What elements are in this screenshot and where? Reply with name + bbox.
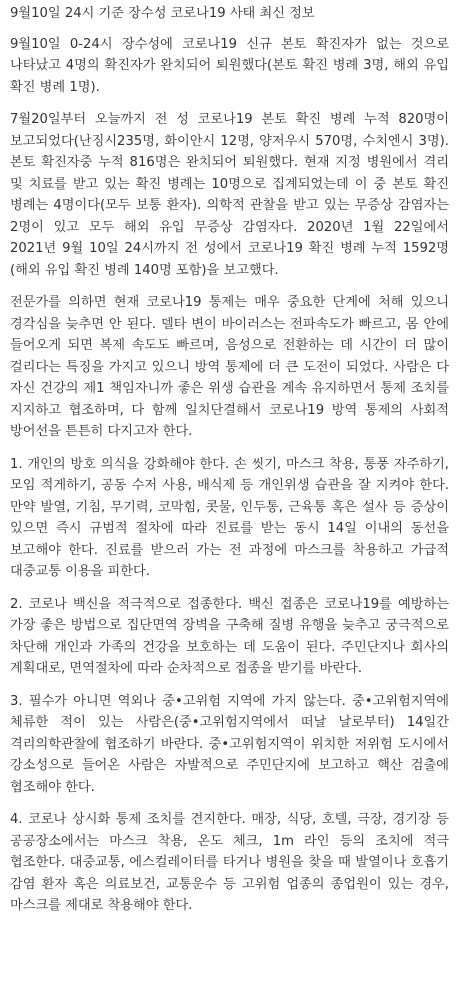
- paragraph-expert-advice: 전문가를 의하면 현재 코로나19 통제는 매우 중요한 단계에 처해 있으니 경각심을 늦추면 안 된다. 델타 변이 바이러스는 전파속도가 빠르고, 몸 안에 들어오게 되면 복제 속도도 빠르며, 음성으로 전환하는 데 시간이 더 많이 걸리다는 특징을 가지고 있으니 방역 통제에 더 큰 도전이 되었다. 사람은 다 자신 건강의 제1 책임자니까 좋은 위생 습관을 계속 유지하면서 통제 조치를 지지하고 협조하며, 다 함께 일치단결해서 코로나19 방역 통제의 사회적 방어선을 튼튼히 다지고자 한다.: [10, 295, 449, 439]
- paragraph-cumulative-cases: 7월20일부터 오늘까지 전 성 코로나19 본토 확진 병례 누적 820명이 보고되었다(난징시235명, 화이안시 12명, 양저우시 570명, 수치엔시 3명). 본토 확진자중 누적 816명은 완치되어 퇴원했다. 현재 지정 병원에서 격리 및 치료를 받고 있는 확진 병례는 10명으로 집계되었는데 이 중 본토 확진 병례는 4명이다(모두 보통 환자). 의학적 관찰을 받고 있는 무증상 감염자는 2명이 있고 모두 해외 유입 무증상 감염자다. 2020년 1월 22일에서 2021년 9월 10일 24시까지 전 성에서 코로나19 확진 병례 누적 1592명(해외 유입 확진 병례 140명 포함)을 보고했다.: [10, 112, 449, 278]
- list-item-personal-protection: 1. 개인의 방호 의식을 강화해야 한다. 손 씻기, 마스크 착용, 통풍 자주하기, 모임 적게하기, 공동 수저 사용, 배식제 등 개인위생 습관을 잘 지켜야 한다. 만약 발열, 기침, 무기력, 코막힘, 콧물, 인두통, 근육통 혹은 설사 등 증상이 있으면 즉시 규범적 절차에 따라 진료를 받는 동시 14일 이내의 동선을 보고해야 한다. 진료를 받으러 가는 전 과정에 마스크를 착용하고 가급적 대중교통 이용을 피한다.: [10, 456, 449, 579]
- list-item-vaccination: 2. 코로나 백신을 적극적으로 접종한다. 백신 접종은 코로나19를 예방하는 가장 좋은 방법으로 집단면역 장벽을 구축해 질병 유행을 늦추고 궁극적으로 차단해 개인과 가족의 건강을 보호하는 데 도움이 된다. 주민단지나 회사의 계획대로, 면역절차에 따라 순차적으로 접종을 받기를 바란다.: [10, 596, 449, 676]
- article-title: 9월10일 24시 기준 장수성 코로나19 사태 최신 정보: [10, 6, 315, 21]
- paragraph-new-cases: 9월10일 0-24시 장수성에 코로나19 신규 본토 확진자가 없는 것으로 나타났고 4명의 확진자가 완치되어 퇴원했다(본토 확진 병례 3명, 해외 유입 확진 병례 1명).: [10, 36, 449, 95]
- list-item-travel-restriction: 3. 필수가 아니면 역외나 중•고위험 지역에 가지 않는다. 중•고위험지역에 체류한 적이 있는 사람은(중•고위험지역에서 떠날 날로부터) 14일간 격리의학관찰에 협조하기 바란다. 중•고위험지역이 위치한 저위험 도시에서 강소성으로 들어온 사람은 자발적으로 주민단지에 보고하고 핵산 검출에 협조해야 한다.: [10, 693, 449, 795]
- list-item-routine-measures: 4. 코로나 상시화 통제 조치를 견지한다. 매장, 식당, 호텔, 극장, 경기장 등 공공장소에서는 마스크 착용, 온도 체크, 1m 라인 등의 조치에 적극 협조한다. 대중교통, 에스컬레이터를 타거나 병원을 찾을 때 발열이나 호흡기 감염 환자 혹은 의료보건, 교통운수 등 고위험 업종의 종업원이 있는 경우, 마스크를 제대로 착용해야 한다.: [10, 812, 449, 913]
